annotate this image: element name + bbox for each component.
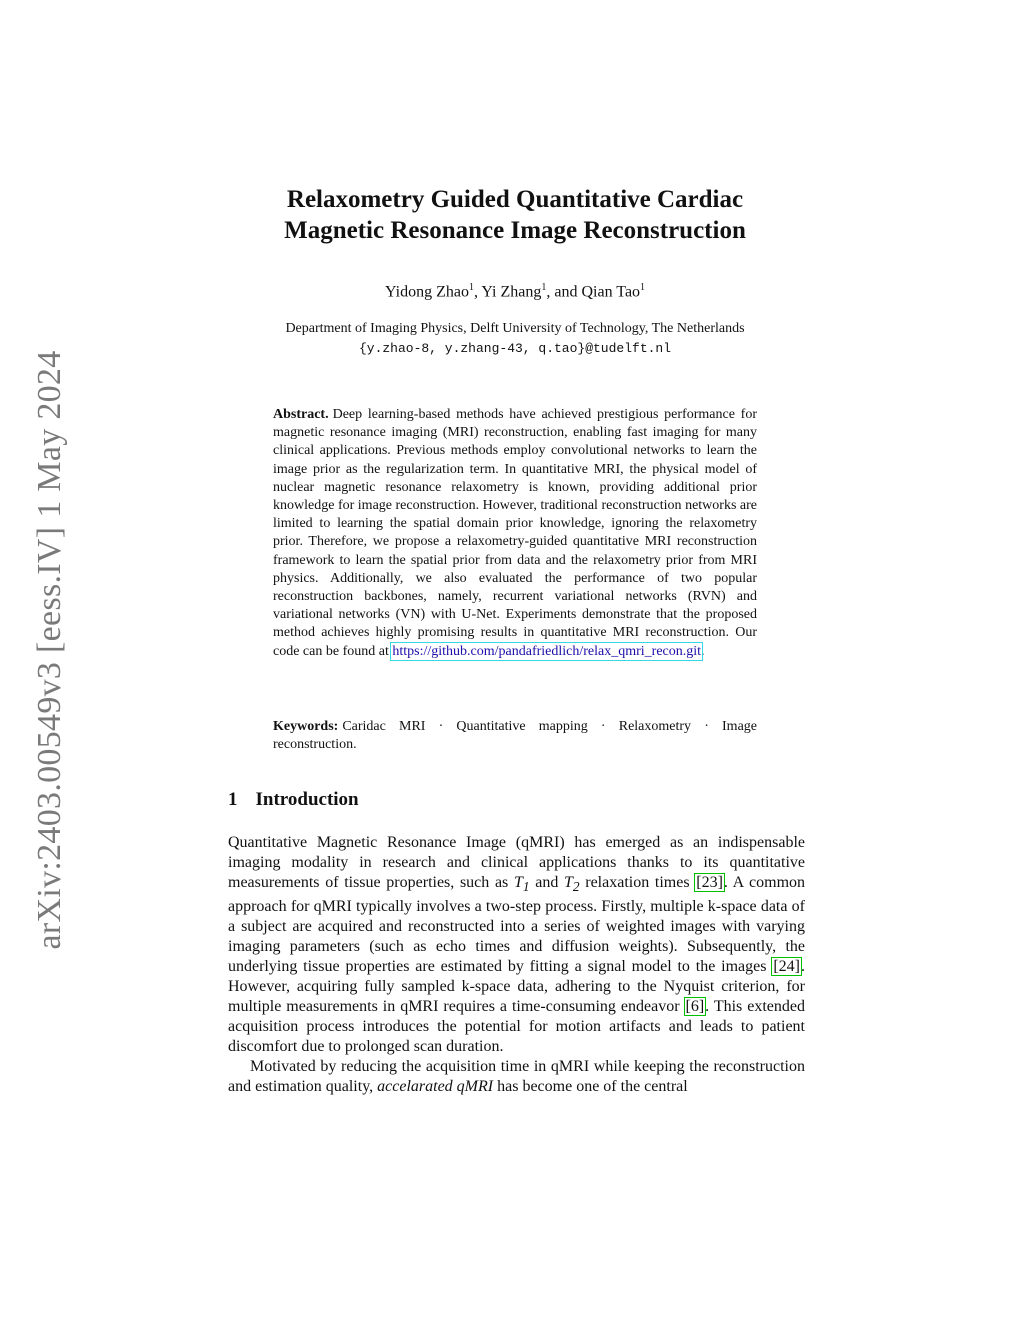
text-run: Motivated by reducing the acquisition time in qMRI while keeping the reconstruction and estimation quality, xyxy=(228,1058,805,1096)
math-var: T xyxy=(513,874,523,891)
section-title: Introduction xyxy=(255,789,359,810)
author-separator: , and xyxy=(546,283,582,301)
paper-title xyxy=(200,184,830,246)
arxiv-identifier: arXiv:2403.00549v3 [eess.IV] 1 May 2024 xyxy=(31,350,68,950)
math-symbol xyxy=(513,874,530,895)
math-subscript: 1 xyxy=(522,879,530,895)
text-run: . A common approach for qMRI typically involves a two-step process. Firstly, multiple k-space data of a subject are acquired and reconstructed into a series of weighted images with varying imaging parameters (such as echo times and diffusion weights). Subsequently, the underlying tissue properties are estimated by fitting a signal model to the images xyxy=(228,874,806,976)
author-name: Yidong Zhao xyxy=(384,283,469,301)
keywords xyxy=(273,718,757,754)
keywords-label: Keywords: xyxy=(273,719,339,734)
affiliation-block xyxy=(200,319,830,359)
abstract-text: Deep learning-based methods have achieved prestigious performance for magnetic resonance imaging (MRI) reconstruction, enabling fast imaging for many clinical applications. Previous methods employ convolutional networks to learn the image prior as the regularization term. In quantitative MRI, the physical model of nuclear magnetic resonance relaxometry is known, providing additional prior knowledge for image reconstruction. However, traditional reconstruction networks are limited to learning the spatial domain prior knowledge, ignoring the relaxometry prior. Therefore, we propose a relaxometry-guided quantitative MRI reconstruction framework to learn the spatial prior from data and the relaxometry prior from MRI physics. Additionally, we also evaluated the performance of two popular reconstruction backbones, namely, recurrent variational networks (RVN) and variational networks (VN) with U-Net. Experiments demonstrate that the proposed method achieves highly promising results in quantitative MRI reconstruction. Our code can be found at xyxy=(273,407,757,659)
citation-link[interactable]: [6] xyxy=(685,998,705,1016)
author-list xyxy=(200,282,830,301)
section-heading xyxy=(228,789,359,811)
author-name: Qian Tao xyxy=(581,283,641,301)
abstract xyxy=(273,406,757,661)
text-run: has become one of the central xyxy=(493,1078,688,1096)
paragraph xyxy=(228,1057,805,1097)
emphasized-term: accelarated qMRI xyxy=(377,1078,494,1096)
author-separator: , xyxy=(473,283,482,301)
text-run: relaxation times xyxy=(579,874,696,891)
code-repository-link[interactable]: https://github.com/pandafriedlich/relax_qmri_recon.git xyxy=(392,643,702,659)
section-body xyxy=(228,833,805,1097)
math-symbol xyxy=(564,874,580,895)
affiliation: Department of Imaging Physics, Delft University of Technology, The Netherlands xyxy=(285,321,745,336)
text-run: . However, acquiring fully sampled k-space data, adhering to the Nyquist criterion, for multiple measurements in qMRI requires a time-consuming endeavor xyxy=(228,958,805,1016)
text-run: . This extended acquisition process introduces the potential for motion artifacts and leads to patient discomfort due to prolonged scan duration. xyxy=(228,998,805,1056)
math-var: T xyxy=(564,874,573,891)
title-line-1: Relaxometry Guided Quantitative Cardiac xyxy=(286,186,744,213)
citation-link[interactable]: [23] xyxy=(696,874,723,891)
text-run: and xyxy=(529,874,564,891)
author-emails: {y.zhao-8, y.zhang-43, q.tao}@tudelft.nl xyxy=(358,341,672,356)
abstract-label: Abstract. xyxy=(273,407,329,422)
author-affiliation-mark: 1 xyxy=(541,282,547,293)
author-name: Yi Zhang xyxy=(481,283,542,301)
text-run: Quantitative Magnetic Resonance Image (qMRI) has emerged as an indispensable imaging modality in research and clinical applications thanks to its quantitative measurements of tissue properties, such as xyxy=(228,834,805,891)
author-affiliation-mark: 1 xyxy=(468,282,474,293)
title-line-2: Magnetic Resonance Image Reconstruction xyxy=(284,217,746,244)
citation-link[interactable]: [24] xyxy=(773,958,800,976)
author-affiliation-mark: 1 xyxy=(640,282,646,293)
keywords-text: Caridac MRI · Quantitative mapping · Relaxometry · Image reconstruction. xyxy=(273,719,757,753)
abstract-end: . xyxy=(701,643,705,659)
paragraph xyxy=(228,833,805,1057)
math-subscript: 2 xyxy=(572,879,580,895)
section-number: 1 xyxy=(228,789,238,810)
